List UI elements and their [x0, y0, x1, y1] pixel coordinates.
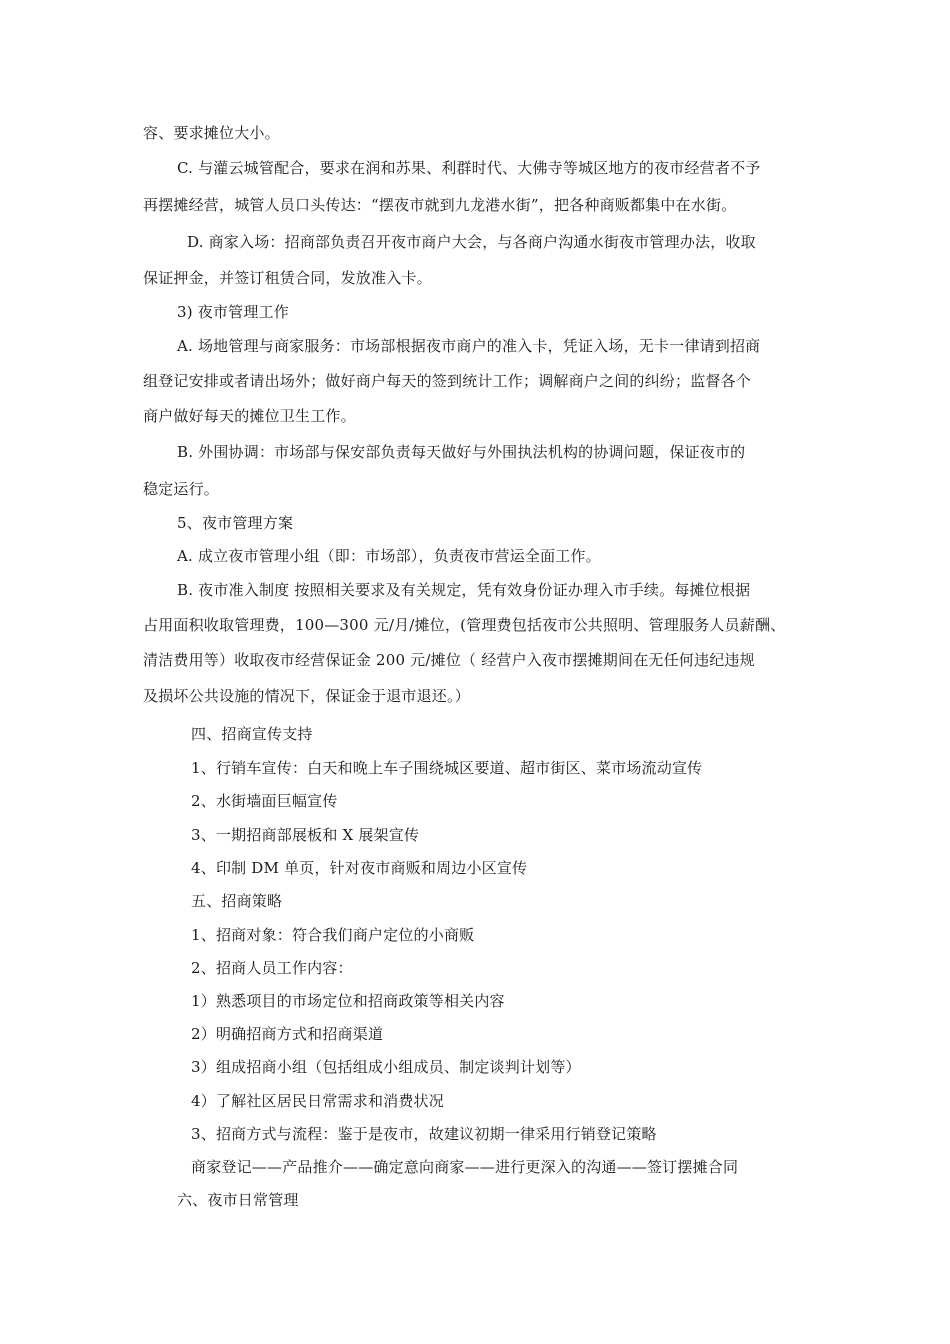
text-line: D. 商家入场：招商部负责召开夜市商户大会，与各商户沟通水街夜市管理办法，收取: [187, 233, 756, 251]
section-heading: 六、夜市日常管理: [177, 1191, 299, 1209]
text-line: 及损坏公共设施的情况下，保证金于退市退还。）: [143, 687, 470, 705]
text-line: 稳定运行。: [143, 480, 220, 498]
text-line: 占用面积收取管理费，100—300 元/月/摊位，(管理费包括夜市公共照明、管理服务人员薪酬、: [143, 616, 786, 634]
list-item: 3、招商方式与流程：鉴于是夜市，故建议初期一律采用行销登记策略: [191, 1125, 657, 1143]
list-item: 2、水街墙面巨幅宣传: [191, 792, 338, 810]
section-heading: 四、招商宣传支持: [191, 725, 313, 743]
list-item: 1）熟悉项目的市场定位和招商政策等相关内容: [191, 992, 505, 1010]
text-line: B. 夜市准入制度 按照相关要求及有关规定，凭有效身份证办理入市手续。每摊位根据: [177, 581, 751, 599]
section-heading: 五、招商策略: [191, 892, 283, 910]
text-line: 再摆摊经营，城管人员口头传达：“摆夜市就到九龙港水街”，把各种商贩都集中在水街。: [143, 196, 737, 214]
list-item: 3）组成招商小组（包括组成小组成员、制定谈判计划等）: [191, 1058, 581, 1076]
text-line: 组登记安排或者请出场外；做好商户每天的签到统计工作；调解商户之间的纠纷；监督各个: [143, 372, 752, 390]
list-item: 1、行销车宣传：白天和晚上车子围绕城区要道、超市街区、菜市场流动宣传: [191, 759, 703, 777]
list-item: 1、招商对象：符合我们商户定位的小商贩: [191, 926, 475, 944]
text-line: 3) 夜市管理工作: [177, 303, 289, 321]
list-item: 3、一期招商部展板和 X 展架宣传: [191, 826, 420, 844]
section-heading: 5、夜市管理方案: [177, 514, 294, 532]
list-item: 2、招商人员工作内容：: [191, 959, 353, 977]
text-line: 清洁费用等）收取夜市经营保证金 200 元/摊位（ 经营户入夜市摆摊期间在无任何违纪违规: [143, 651, 755, 669]
text-line: 商户做好每天的摊位卫生工作。: [143, 407, 356, 425]
text-line: 商家登记——产品推介——确定意向商家——进行更深入的沟通——签订摆摊合同: [191, 1158, 739, 1176]
text-line: A. 成立夜市管理小组（即：市场部），负责夜市营运全面工作。: [177, 547, 601, 565]
list-item: 4）了解社区居民日常需求和消费状况: [191, 1092, 444, 1110]
list-item: 4、印制 DM 单页，针对夜市商贩和周边小区宣传: [191, 859, 528, 877]
text-line: 容、要求摊位大小。: [143, 124, 280, 142]
text-line: C. 与灌云城管配合，要求在润和苏果、利群时代、大佛寺等城区地方的夜市经营者不予: [177, 159, 761, 177]
text-line: A. 场地管理与商家服务：市场部根据夜市商户的准入卡，凭证入场，无卡一律请到招商: [177, 337, 761, 355]
text-line: B. 外围协调：市场部与保安部负责每天做好与外围执法机构的协调问题，保证夜市的: [177, 443, 746, 461]
text-line: 保证押金，并签订租赁合同，发放准入卡。: [143, 269, 432, 287]
list-item: 2）明确招商方式和招商渠道: [191, 1025, 384, 1043]
